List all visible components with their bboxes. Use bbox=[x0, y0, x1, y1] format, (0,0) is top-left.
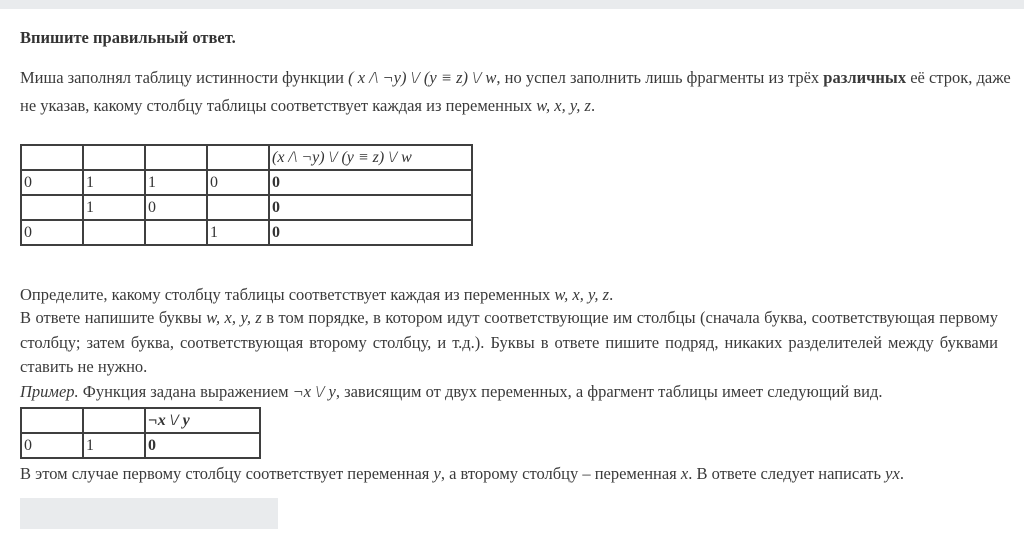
intro-end: . bbox=[590, 96, 596, 115]
intro-formula: ( x /\ ¬y) \/ (y ≡ z) \/ w bbox=[348, 68, 497, 87]
conclusion-v1: y bbox=[433, 464, 441, 483]
answer-input[interactable] bbox=[20, 498, 278, 529]
table-cell: 1 bbox=[83, 195, 145, 220]
intro-vars: w, x, y, z bbox=[536, 96, 591, 115]
table-row bbox=[21, 220, 472, 245]
intro-text-b: , но успел заполнить лишь фрагменты из трёх bbox=[496, 68, 824, 87]
example-expr: ¬x \/ y bbox=[292, 382, 336, 401]
conclusion-a: В этом случае первому столбцу соответствует переменная bbox=[20, 464, 434, 483]
table-row bbox=[21, 195, 472, 220]
table-cell: 0 bbox=[21, 433, 83, 458]
header-cell bbox=[21, 408, 83, 433]
table-cell: 1 bbox=[207, 220, 269, 245]
example-header-row bbox=[21, 408, 260, 433]
determine-vars: w, x, y, z bbox=[554, 285, 610, 304]
function-value-cell: 0 bbox=[145, 433, 260, 458]
table-cell: 1 bbox=[83, 433, 145, 458]
example-text bbox=[20, 380, 1013, 405]
header-formula-cell: (x /\ ¬y) \/ (y ≡ z) \/ w bbox=[269, 145, 472, 170]
example-label: Пример. bbox=[20, 382, 79, 401]
intro-bold-word: различных bbox=[823, 68, 907, 87]
table-cell: 0 bbox=[145, 195, 207, 220]
header-cell bbox=[83, 145, 145, 170]
table-cell: 0 bbox=[207, 170, 269, 195]
table-row bbox=[21, 433, 260, 458]
determine-text bbox=[20, 283, 1013, 308]
header-cell bbox=[145, 145, 207, 170]
header-cell bbox=[21, 145, 83, 170]
example-table bbox=[20, 407, 261, 459]
table-header-row bbox=[21, 145, 472, 170]
conclusion-b: , а второму столбцу – переменная bbox=[440, 464, 681, 483]
table-cell: 0 bbox=[21, 220, 83, 245]
conclusion-text bbox=[20, 462, 1013, 487]
instructions-b: в том порядке, в котором идут соответствующие им столбцы (сначала буква, соответствующая первому столбцу; затем буква, соответствующая второму столбцу, и т.д.). Буквы в ответе пишите подряд, никаких разделителей между буквами ставить не нужно. bbox=[20, 308, 998, 376]
determine-text-a: Определите, какому столбцу таблицы соответствует каждая из переменных bbox=[20, 285, 555, 304]
example-a: Функция задана выражением bbox=[78, 382, 293, 401]
table-cell: 0 bbox=[21, 170, 83, 195]
intro-text-c: её строк, даже не указав, какому столбцу таблицы соответствует каждая из переменных bbox=[20, 68, 1011, 115]
instructions-vars: w, x, y, z bbox=[206, 308, 262, 327]
table-cell: 1 bbox=[145, 170, 207, 195]
instructions-a: В ответе напишите буквы bbox=[20, 308, 207, 327]
table-row bbox=[21, 170, 472, 195]
table-cell bbox=[83, 220, 145, 245]
truth-table bbox=[20, 144, 473, 246]
example-b: , зависящим от двух переменных, а фрагмент таблицы имеет следующий вид. bbox=[335, 382, 883, 401]
table-cell bbox=[21, 195, 83, 220]
conclusion-v3: yx bbox=[885, 464, 900, 483]
header-cell bbox=[83, 408, 145, 433]
table-cell bbox=[145, 220, 207, 245]
conclusion-v2: x bbox=[680, 464, 689, 483]
intro-text-a: Миша заполнял таблицу истинности функции bbox=[20, 68, 349, 87]
instructions-text bbox=[20, 306, 998, 380]
top-bar bbox=[0, 0, 1024, 9]
conclusion-end: . bbox=[899, 464, 904, 483]
table-cell: 1 bbox=[83, 170, 145, 195]
conclusion-c: . В ответе следует написать bbox=[688, 464, 886, 483]
task-heading: Впишите правильный ответ. bbox=[20, 28, 236, 47]
function-value-cell: 0 bbox=[269, 220, 472, 245]
table-cell bbox=[207, 195, 269, 220]
function-value-cell: 0 bbox=[269, 170, 472, 195]
task-intro bbox=[20, 64, 1013, 120]
determine-end: . bbox=[609, 285, 614, 304]
example-header-formula: ¬x \/ y bbox=[145, 408, 260, 433]
function-value-cell: 0 bbox=[269, 195, 472, 220]
header-cell bbox=[207, 145, 269, 170]
